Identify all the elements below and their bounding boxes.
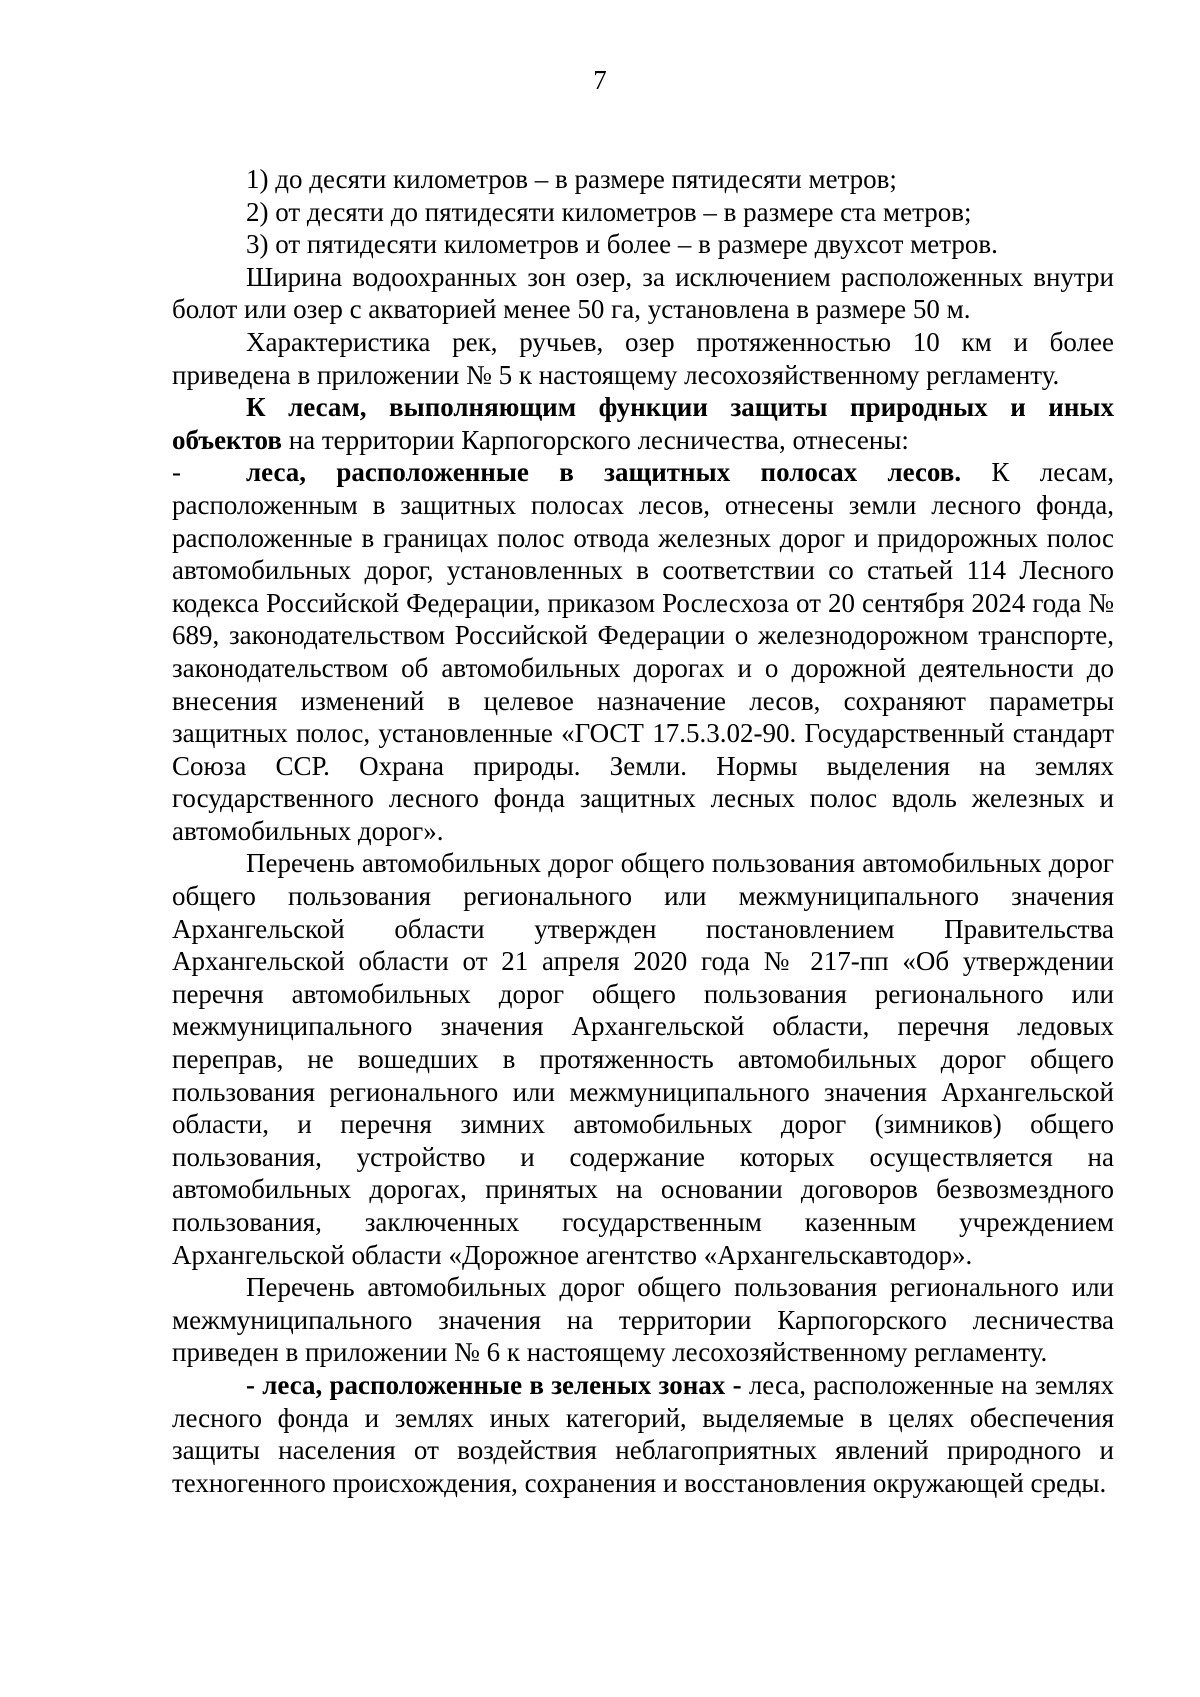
protective-strips-text: К лесам, расположенным в защитных полосах лесов, отнесены земли лесного фонда, расположенные в границах полос отвода железных дорог и придорожных полос автомобильных дорог, установленных в соответствии со статьей 114 Лесного кодекса Российской Федерации, приказом Рослесхоза от 20 сентября 2024 года № 689, законодательством Российской Федерации о железнодорожном транспорте, законодательством об автомобильных дорогах и о дорожной деятельности до внесения изменений в целевое назначение лесов, сохраняют параметры защитных полос, установленные «ГОСТ 17.5.3.02-90. Государственный стандарт Союза ССР. Охрана природы. Земли. Нормы выделения на землях государственного лесного фонда защитных лесных полос вдоль железных и автомобильных дорог». [172, 457, 1114, 846]
paragraph-protective-forests-heading [172, 391, 1114, 456]
heading-continuation-text: на территории Карпогорского лесничества, отнесены: [281, 424, 909, 455]
paragraph-protective-strips [172, 456, 1114, 847]
list-item-1: 1) до десяти километров – в размере пятидесяти метров; [246, 164, 897, 194]
document-body [172, 163, 1114, 1499]
bold-term-protective-strips: леса, расположенные в защитных полосах лесов. [246, 457, 962, 488]
list-item-2: 2) от десяти до пятидесяти километров – в размере ста метров; [246, 196, 972, 227]
list-item-3: 3) от пятидесяти километров и более – в размере двухсот метров. [246, 229, 998, 260]
page-number: 7 [593, 65, 607, 95]
paragraph-green-zones [172, 1369, 1114, 1499]
bold-term-green-zones: - леса, расположенные в зеленых зонах - [246, 1369, 742, 1400]
paragraph-rivers-characteristics: Характеристика рек, ручьев, озер протяженностью 10 км и более приведена в приложении № 5 к настоящему лесохозяйственному регламенту. [172, 326, 1114, 390]
paragraph-lake-zones: Ширина водоохранных зон озер, за исключением расположенных внутри болот или озер с акваторией менее 50 га, установлена в размере 50 м. [172, 261, 1114, 325]
bold-heading-protective-forests: К лесам, выполняющим функции защиты природных и иных объектов [172, 392, 1114, 455]
paragraph-roads-appendix: Перечень автомобильных дорог общего пользования регионального или межмуниципального значения на территории Карпогорского лесничества приведен в приложении № 6 к настоящему лесохозяйственному регламенту. [172, 1272, 1114, 1368]
paragraph-roads-list: Перечень автомобильных дорог общего пользования автомобильных дорог общего пользования регионального или межмуниципального значения Архангельской области утвержден постановлением Правительства Архангельской области от 21 апреля 2020 года № 217-пп «Об утверждении перечня автомобильных дорог общего пользования регионального или межмуниципального значения Архангельской области, перечня ледовых переправ, не вошедших в протяженность автомобильных дорог общего пользования регионального или межмуниципального значения Архангельской области, и перечня зимних автомобильных дорог (зимников) общего пользования, устройство и содержание которых осуществляется на автомобильных дорогах, принятых на основании договоров безвозмездного пользования, заключенных государственным казенным учреждением Архангельской области «Дорожное агентство «Архангельскавтодор». [172, 848, 1114, 1270]
green-zones-text: леса, расположенные на землях лесного фонда и землях иных категорий, выделяемые в целях обеспечения защиты населения от воздействия неблагоприятных явлений природного и техногенного происхождения, сохранения и восстановления окружающей среды. [172, 1369, 1115, 1498]
list-dash: - [172, 457, 181, 488]
